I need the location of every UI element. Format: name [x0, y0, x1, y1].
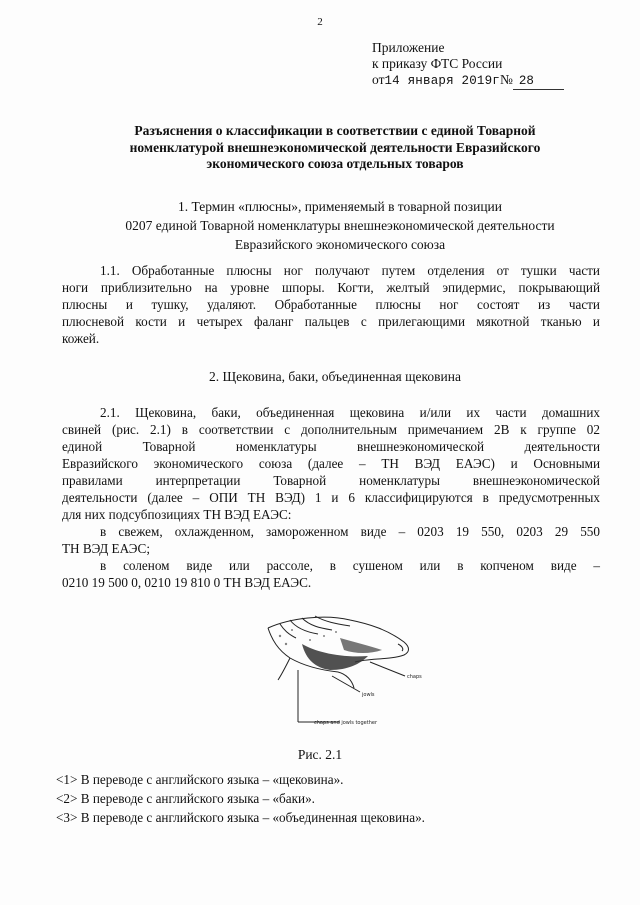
- title-line: Разъяснения о классификации в соответствии с единой Товарной: [134, 123, 536, 138]
- paragraph-line: 2.1. Щековина, баки, объединенная щековина и/или их части домашних: [100, 405, 600, 420]
- paragraph-line: деятельности (далее – ОПИ ТН ВЭД) 1 и 6 классифицируются в предусмотренных: [62, 490, 600, 505]
- paragraph-line: в соленом виде или рассоле, в сушеном или в копченом виде –: [100, 558, 600, 573]
- figure-caption: Рис. 2.1: [297, 747, 343, 762]
- pig-head-figure: [220, 600, 420, 740]
- label-chaps: chaps: [407, 674, 422, 680]
- paragraph-line: единой Товарной номенклатуры внешнеэкономической деятельности: [62, 439, 600, 454]
- paragraph-line: ноги приблизительно на уровне шпоры. Когти, желтый эпидермис, покрывающий: [62, 280, 600, 295]
- appendix-line-1: Приложение: [372, 40, 445, 55]
- paragraph-line: плюсны и тушку, удаляют. Обработанные плюсны ног состоят из части: [62, 297, 600, 312]
- pig-head-illustration: [220, 600, 420, 740]
- page-number: 2: [317, 16, 323, 28]
- paragraph-line: кожей.: [62, 331, 100, 346]
- document-title: [70, 123, 600, 173]
- appendix-block: [372, 40, 622, 90]
- paragraph-line: свиней (рис. 2.1) в соответствии с дополнительным примечанием 2В к группе 02: [62, 422, 600, 437]
- appendix-line-2: к приказу ФТС России: [372, 56, 503, 71]
- title-line: номенклатурой внешнеэкономической деятельности Евразийского: [129, 139, 541, 155]
- paragraph-line: Евразийского экономического союза (далее – ТН ВЭД ЕАЭС) и Основными: [62, 456, 600, 471]
- paragraph-2-1: [62, 404, 600, 591]
- paragraph-line: ТН ВЭД ЕАЭС;: [62, 541, 150, 556]
- footnote-3: <3> В переводе с английского языка – «объединенная щековина».: [56, 810, 425, 825]
- appendix-number-label: №: [500, 72, 513, 87]
- paragraph-line: 1.1. Обработанные плюсны ног получают путем отделения от тушки части: [100, 263, 600, 278]
- footnote-2: <2> В переводе с английского языка – «баки».: [56, 791, 315, 806]
- paragraph-line: 0210 19 500 0, 0210 19 810 0 ТН ВЭД ЕАЭС.: [62, 575, 312, 590]
- section-1-heading-line: Евразийского экономического союза: [234, 237, 446, 252]
- appendix-number: 28: [513, 73, 564, 90]
- appendix-date: 14 января 2019г: [384, 74, 501, 88]
- appendix-prefix: от: [372, 72, 385, 87]
- label-jowls: jowls: [362, 692, 375, 698]
- section-1-heading-line: 0207 единой Товарной номенклатуры внешнеэкономической деятельности: [125, 218, 555, 233]
- section-1-heading-line: 1. Термин «плюсны», применяемый в товарной позиции: [177, 199, 503, 214]
- paragraph-1-1: [62, 262, 600, 347]
- label-chaps-and-jowls: chaps and jowls together: [314, 720, 377, 726]
- paragraph-line: в свежем, охлажденном, замороженном виде – 0203 19 550, 0203 29 550: [100, 524, 600, 539]
- footnotes: [56, 770, 616, 827]
- footnote-1: <1> В переводе с английского языка – «щековина».: [56, 772, 344, 787]
- title-line: экономического союза отдельных товаров: [206, 156, 464, 171]
- paragraph-line: правилами интерпретации Товарной номенклатуры внешнеэкономической: [62, 473, 600, 488]
- section-2-heading: 2. Щековина, баки, объединенная щековина: [209, 369, 461, 384]
- paragraph-line: плюсневой кости и четырех фаланг пальцев с прилегающими мякотной тканью и: [62, 314, 600, 329]
- paragraph-line: для них подсубпозициях ТН ВЭД ЕАЭС:: [62, 507, 292, 522]
- section-1-heading: [80, 197, 600, 254]
- appendix-line-3: [372, 72, 622, 90]
